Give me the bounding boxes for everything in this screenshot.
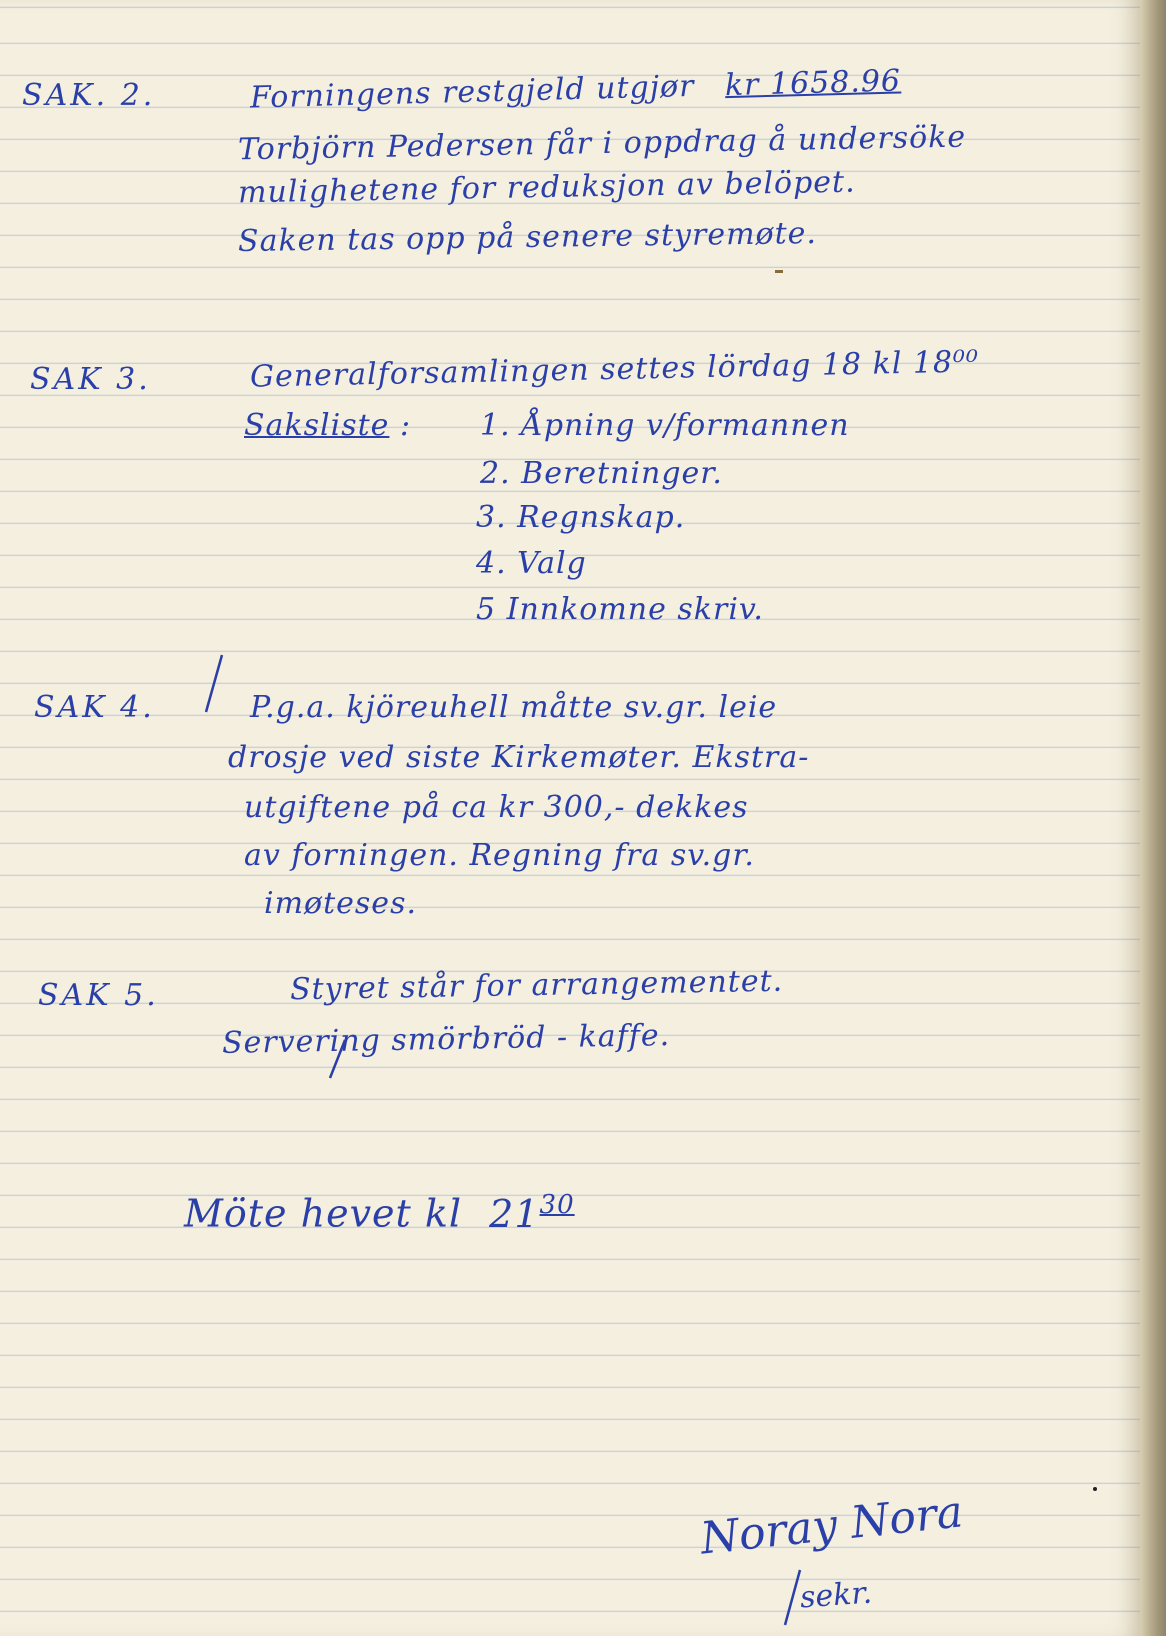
sak-4-line-4: av forningen. Regning fra sv.gr. (244, 838, 755, 873)
sak-4-line-3: utgiftene på ca kr 300,- dekkes (244, 790, 749, 825)
signature-title: sekr. (798, 1575, 874, 1616)
signature-name: Noray Nora (698, 1486, 966, 1565)
sak-2-line-4: Saken tas opp på senere styremøte. (237, 215, 818, 260)
agenda-item-2: 2. Beretninger. (480, 456, 723, 491)
agenda-item-5: 5 Innkomne skriv. (476, 592, 764, 627)
sak-5-line-1: Styret står for arrangementet. (289, 963, 784, 1008)
sak-5-line-2: Servering smörbröd - kaffe. (221, 1018, 671, 1061)
agenda-item-4: 4. Valg (476, 546, 587, 581)
sak-5-descender-stroke (330, 1040, 345, 1078)
closing-time-hour: 21 (489, 1191, 540, 1236)
sak-2-line-3: mulighetene for reduksjon av belöpet. (237, 164, 856, 211)
sak-3-label: SAK 3. (30, 362, 151, 397)
closing-time-minutes: 30 (539, 1190, 575, 1220)
meeting-closed-text: Möte hevet kl (184, 1191, 463, 1236)
agenda-label: Saksliste (244, 408, 390, 443)
sak-2-label: SAK. 2. (22, 78, 156, 113)
sak-4-line-1: P.g.a. kjöreuhell måtte sv.gr. leie (250, 690, 778, 725)
agenda-item-3: 3. Regnskap. (476, 500, 686, 535)
agenda-colon: : (399, 408, 412, 443)
sak-2-debt-text: Forningens restgjeld utgjør (249, 68, 695, 116)
sak-4-line-2: drosje ved siste Kirkemøter. Ekstra- (228, 740, 810, 775)
notebook-spine (1140, 0, 1166, 1636)
sak-4-label: SAK 4. (34, 690, 155, 725)
sak-4-line-5: imøteses. (264, 886, 417, 921)
sak-5-label: SAK 5. (38, 978, 159, 1013)
sak-4-check-stroke (206, 655, 222, 712)
sak-3-line-1: Generalforsamlingen settes lördag 18 kl 18⁰⁰ (249, 344, 980, 395)
signature-flourish (785, 1570, 800, 1625)
sak-2-debt-amount: kr 1658.96 (724, 63, 902, 104)
agenda-item-1: 1. Åpning v/formannen (480, 408, 850, 443)
sak-2-line-2: Torbjörn Pedersen får i oppdrag å undersöke (237, 119, 967, 168)
